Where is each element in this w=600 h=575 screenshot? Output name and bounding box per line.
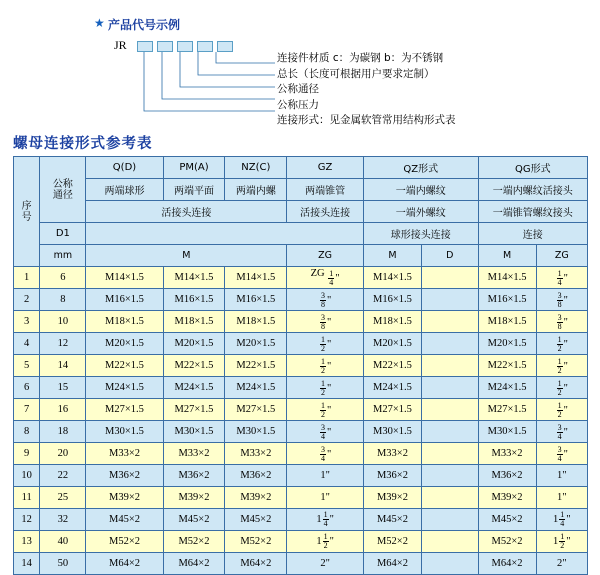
table-row: [14, 465, 588, 487]
cell-nzc-m: M20×1.5: [225, 333, 287, 355]
cell-qg-zg: $\frac{1}{2}$ ": [536, 355, 587, 377]
cell-pma-m: M27×1.5: [163, 399, 225, 421]
cell-qd-m: M45×2: [86, 509, 163, 531]
cell-nzc-m: M22×1.5: [225, 355, 287, 377]
cell-pma-m: M20×1.5: [163, 333, 225, 355]
cell-qz-d: [421, 487, 478, 509]
cell-qz-d: [421, 509, 478, 531]
legend-title: 产品代号示例: [108, 18, 181, 32]
cell-qz-m: M36×2: [363, 465, 421, 487]
header-group-qd: Q(D): [86, 157, 163, 179]
code-prefix: JR: [114, 38, 127, 52]
header-unit-d-qz: D: [421, 245, 478, 267]
product-code-legend: [0, 6, 600, 126]
cell-nzc-m: M45×2: [225, 509, 287, 531]
table-row: [14, 509, 588, 531]
cell-qd-m: M30×1.5: [86, 421, 163, 443]
cell-qd-m: M22×1.5: [86, 355, 163, 377]
cell-pma-m: M18×1.5: [163, 311, 225, 333]
cell-qz-d: [421, 377, 478, 399]
cell-qz-d: [421, 311, 478, 333]
table-header-row-3: [14, 201, 588, 223]
cell-seq: 10: [14, 465, 40, 487]
cell-seq: 4: [14, 333, 40, 355]
cell-pma-m: M30×1.5: [163, 421, 225, 443]
cell-seq: 12: [14, 509, 40, 531]
header-seq: 序号: [14, 157, 40, 267]
header-unit-m-qg: M: [478, 245, 536, 267]
table-row: [14, 487, 588, 509]
header-nzc-desc: 两端内螺: [225, 179, 287, 201]
cell-qg-zg: 1 $\frac{1}{4}$ ": [536, 509, 587, 531]
table-row: [14, 443, 588, 465]
cell-qz-m: M16×1.5: [363, 289, 421, 311]
table-header-row-4: [14, 223, 588, 245]
cell-nominal-diameter: 32: [40, 509, 86, 531]
cell-pma-m: M16×1.5: [163, 289, 225, 311]
header-unit-zg-qg: ZG: [536, 245, 587, 267]
header-group-qg: QG形式: [478, 157, 587, 179]
table-row: [14, 553, 588, 575]
cell-seq: 3: [14, 311, 40, 333]
cell-pma-m: M36×2: [163, 465, 225, 487]
cell-nzc-m: M24×1.5: [225, 377, 287, 399]
header-qz-external-thread: 一端外螺纹: [363, 201, 478, 223]
table-row: [14, 421, 588, 443]
cell-seq: 9: [14, 443, 40, 465]
legend-item-list: [277, 52, 456, 130]
cell-qz-m: M39×2: [363, 487, 421, 509]
cell-seq: 1: [14, 267, 40, 289]
cell-nominal-diameter: 6: [40, 267, 86, 289]
cell-qz-d: [421, 267, 478, 289]
cell-nzc-m: M18×1.5: [225, 311, 287, 333]
cell-seq: 7: [14, 399, 40, 421]
cell-qz-m: M24×1.5: [363, 377, 421, 399]
cell-nominal-diameter: 15: [40, 377, 86, 399]
nut-connection-table: [13, 156, 588, 575]
header-nominal-diameter: 公称通径: [40, 157, 86, 223]
cell-gz-zg: 1": [287, 465, 364, 487]
cell-qz-m: M22×1.5: [363, 355, 421, 377]
cell-qd-m: M39×2: [86, 487, 163, 509]
header-unit-zg-gz: ZG: [287, 245, 364, 267]
cell-gz-zg: $\frac{3}{4}$ ": [287, 421, 364, 443]
cell-qz-m: M64×2: [363, 553, 421, 575]
header-gz-union: 活接头连接: [287, 201, 364, 223]
legend-item-connection-type: 连接形式：见金属软管常用结构形式表: [277, 114, 456, 126]
cell-nzc-m: M36×2: [225, 465, 287, 487]
cell-qg-m: M39×2: [478, 487, 536, 509]
cell-gz-zg: ZG $\frac{1}{4}$ ": [287, 267, 364, 289]
header-qg-connect: 连接: [478, 223, 587, 245]
cell-qd-m: M27×1.5: [86, 399, 163, 421]
cell-qg-m: M45×2: [478, 509, 536, 531]
cell-qz-m: M30×1.5: [363, 421, 421, 443]
cell-nominal-diameter: 18: [40, 421, 86, 443]
table-row: [14, 355, 588, 377]
cell-qg-zg: 1 $\frac{1}{2}$ ": [536, 531, 587, 553]
table-row: [14, 531, 588, 553]
cell-gz-zg: $\frac{1}{2}$ ": [287, 355, 364, 377]
header-group-pma: PM(A): [163, 157, 225, 179]
header-qg-taper-thread: 一端锥管螺纹接头: [478, 201, 587, 223]
header-qz-desc: 一端内螺纹: [363, 179, 478, 201]
table-row: [14, 267, 588, 289]
table-row: [14, 399, 588, 421]
cell-pma-m: M45×2: [163, 509, 225, 531]
cell-qg-m: M24×1.5: [478, 377, 536, 399]
cell-seq: 8: [14, 421, 40, 443]
cell-qg-zg: 2": [536, 553, 587, 575]
cell-qz-m: M33×2: [363, 443, 421, 465]
cell-qz-d: [421, 553, 478, 575]
table-header-row-1: [14, 157, 588, 179]
cell-pma-m: M33×2: [163, 443, 225, 465]
cell-gz-zg: 1 $\frac{1}{2}$ ": [287, 531, 364, 553]
cell-qg-m: M30×1.5: [478, 421, 536, 443]
header-gz-desc: 两端锥管: [287, 179, 364, 201]
cell-nzc-m: M33×2: [225, 443, 287, 465]
cell-qg-zg: $\frac{1}{2}$ ": [536, 333, 587, 355]
cell-qz-m: M18×1.5: [363, 311, 421, 333]
cell-pma-m: M52×2: [163, 531, 225, 553]
cell-seq: 2: [14, 289, 40, 311]
header-left-union: 活接头连接: [86, 201, 287, 223]
cell-qg-m: M33×2: [478, 443, 536, 465]
cell-qd-m: M33×2: [86, 443, 163, 465]
cell-qz-m: M14×1.5: [363, 267, 421, 289]
cell-gz-zg: $\frac{1}{2}$ ": [287, 399, 364, 421]
cell-qz-d: [421, 333, 478, 355]
cell-nzc-m: M16×1.5: [225, 289, 287, 311]
cell-qz-d: [421, 289, 478, 311]
cell-qg-zg: $\frac{3}{4}$ ": [536, 421, 587, 443]
table-row: [14, 333, 588, 355]
cell-gz-zg: $\frac{3}{4}$ ": [287, 443, 364, 465]
cell-qz-d: [421, 421, 478, 443]
cell-pma-m: M22×1.5: [163, 355, 225, 377]
cell-pma-m: M24×1.5: [163, 377, 225, 399]
cell-gz-zg: 1 $\frac{1}{4}$ ": [287, 509, 364, 531]
cell-seq: 14: [14, 553, 40, 575]
header-group-gz: GZ: [287, 157, 364, 179]
cell-qz-m: M27×1.5: [363, 399, 421, 421]
cell-qz-m: M20×1.5: [363, 333, 421, 355]
cell-qg-zg: 1": [536, 465, 587, 487]
legend-item-nominal-pressure: 公称压力: [277, 98, 319, 111]
cell-qg-m: M20×1.5: [478, 333, 536, 355]
header-group-qz: QZ形式: [363, 157, 478, 179]
page-title: 螺母连接形式参考表: [13, 136, 153, 152]
legend-item-material: 连接件材质 c：为碳钢 b：为不锈钢: [277, 52, 444, 64]
table-header-row-5: [14, 245, 588, 267]
cell-qg-m: M27×1.5: [478, 399, 536, 421]
cell-qd-m: M14×1.5: [86, 267, 163, 289]
cell-seq: 13: [14, 531, 40, 553]
cell-qd-m: M64×2: [86, 553, 163, 575]
cell-seq: 5: [14, 355, 40, 377]
header-qd-desc: 两端球形: [86, 179, 163, 201]
header-qz-ball-joint: 球形接头连接: [363, 223, 478, 245]
cell-qg-m: M14×1.5: [478, 267, 536, 289]
cell-nzc-m: M30×1.5: [225, 421, 287, 443]
cell-qz-d: [421, 443, 478, 465]
cell-qd-m: M18×1.5: [86, 311, 163, 333]
cell-nzc-m: M14×1.5: [225, 267, 287, 289]
header-blank-span: [86, 223, 363, 245]
cell-nzc-m: M52×2: [225, 531, 287, 553]
table-header-row-2: [14, 179, 588, 201]
header-group-nzc: NZ(C): [225, 157, 287, 179]
cell-gz-zg: $\frac{3}{8}$ ": [287, 311, 364, 333]
cell-nominal-diameter: 14: [40, 355, 86, 377]
cell-qg-zg: 1": [536, 487, 587, 509]
cell-nzc-m: M64×2: [225, 553, 287, 575]
cell-qd-m: M24×1.5: [86, 377, 163, 399]
table-row: [14, 377, 588, 399]
cell-qd-m: M36×2: [86, 465, 163, 487]
cell-qd-m: M20×1.5: [86, 333, 163, 355]
cell-pma-m: M14×1.5: [163, 267, 225, 289]
cell-pma-m: M64×2: [163, 553, 225, 575]
header-pma-desc: 两端平面: [163, 179, 225, 201]
cell-gz-zg: $\frac{1}{2}$ ": [287, 377, 364, 399]
star-icon: ★: [94, 16, 105, 30]
table-row: [14, 311, 588, 333]
cell-qz-d: [421, 355, 478, 377]
header-unit-m-left: M: [86, 245, 287, 267]
cell-qg-m: M52×2: [478, 531, 536, 553]
cell-qz-m: M52×2: [363, 531, 421, 553]
cell-nominal-diameter: 20: [40, 443, 86, 465]
cell-seq: 11: [14, 487, 40, 509]
cell-nominal-diameter: 12: [40, 333, 86, 355]
cell-qg-zg: $\frac{1}{2}$ ": [536, 399, 587, 421]
cell-qg-m: M16×1.5: [478, 289, 536, 311]
table-row: [14, 289, 588, 311]
cell-qg-m: M18×1.5: [478, 311, 536, 333]
cell-nominal-diameter: 25: [40, 487, 86, 509]
cell-qg-m: M22×1.5: [478, 355, 536, 377]
cell-gz-zg: 1": [287, 487, 364, 509]
cell-qg-zg: $\frac{3}{8}$ ": [536, 311, 587, 333]
header-d1: D1: [40, 223, 86, 245]
cell-nominal-diameter: 50: [40, 553, 86, 575]
cell-nominal-diameter: 16: [40, 399, 86, 421]
header-unit-mm: mm: [40, 245, 86, 267]
cell-qg-m: M64×2: [478, 553, 536, 575]
cell-seq: 6: [14, 377, 40, 399]
cell-gz-zg: $\frac{1}{2}$ ": [287, 333, 364, 355]
cell-nominal-diameter: 10: [40, 311, 86, 333]
cell-nzc-m: M27×1.5: [225, 399, 287, 421]
cell-qg-m: M36×2: [478, 465, 536, 487]
cell-gz-zg: 2": [287, 553, 364, 575]
cell-nzc-m: M39×2: [225, 487, 287, 509]
cell-qd-m: M16×1.5: [86, 289, 163, 311]
cell-qg-zg: $\frac{3}{8}$ ": [536, 289, 587, 311]
cell-pma-m: M39×2: [163, 487, 225, 509]
cell-nominal-diameter: 40: [40, 531, 86, 553]
cell-gz-zg: $\frac{3}{8}$ ": [287, 289, 364, 311]
cell-qz-d: [421, 465, 478, 487]
header-unit-m-qz: M: [363, 245, 421, 267]
cell-qz-d: [421, 399, 478, 421]
cell-nominal-diameter: 22: [40, 465, 86, 487]
cell-qd-m: M52×2: [86, 531, 163, 553]
cell-qz-d: [421, 531, 478, 553]
cell-qz-m: M45×2: [363, 509, 421, 531]
legend-item-length: 总长（长度可根据用户要求定制）: [277, 67, 435, 80]
legend-item-nominal-diameter: 公称通径: [277, 83, 319, 95]
cell-nominal-diameter: 8: [40, 289, 86, 311]
header-qg-desc: 一端内螺纹活接头: [478, 179, 587, 201]
cell-qg-zg: $\frac{1}{4}$ ": [536, 267, 587, 289]
cell-qg-zg: $\frac{1}{2}$ ": [536, 377, 587, 399]
cell-qg-zg: $\frac{3}{4}$ ": [536, 443, 587, 465]
